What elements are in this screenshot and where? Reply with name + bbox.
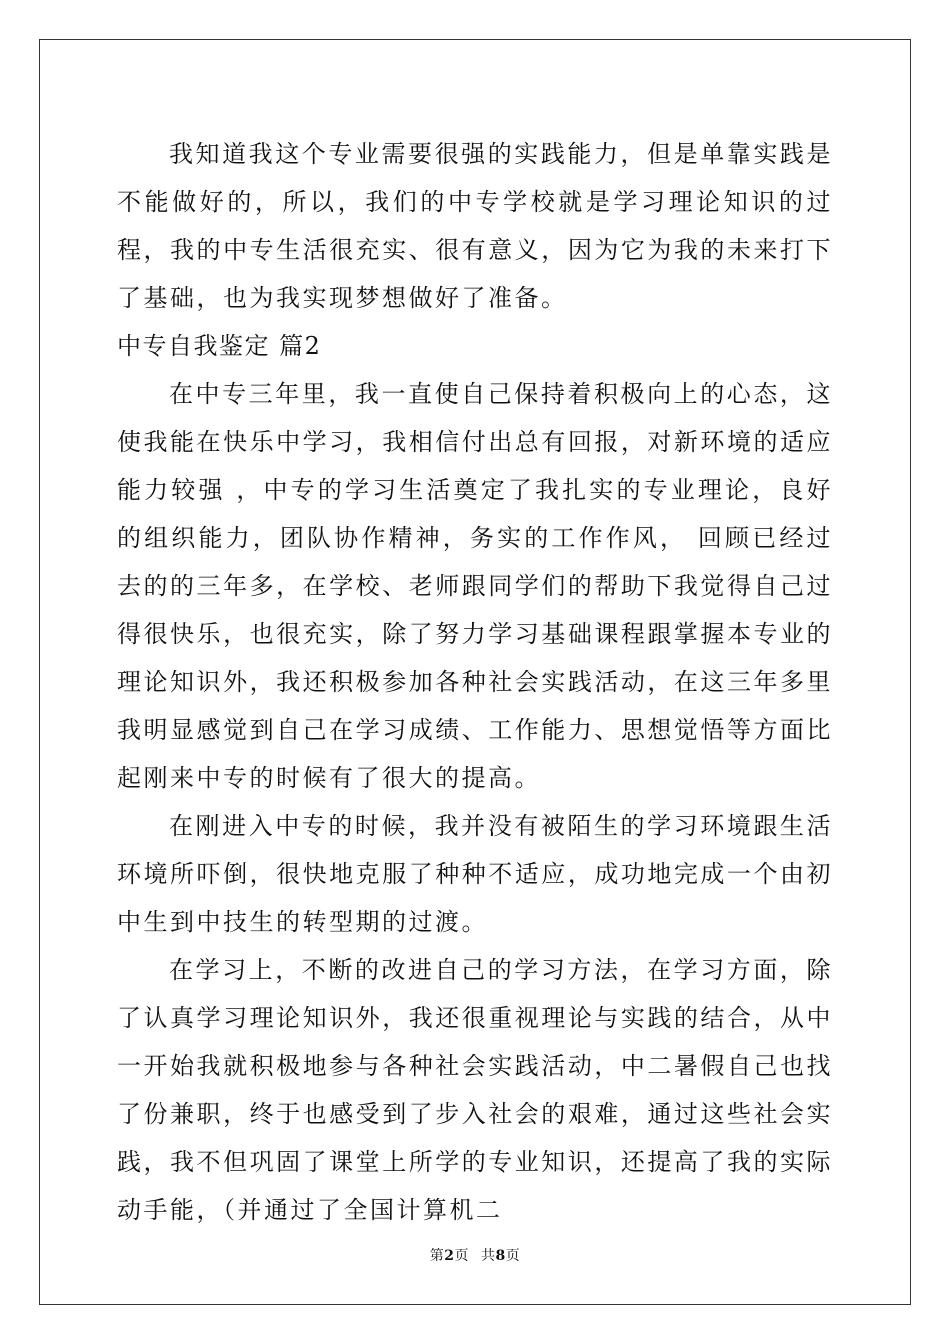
page-prefix: 第 [429, 1248, 445, 1264]
page-suffix: 页 [454, 1248, 469, 1264]
page-current: 2 [444, 1248, 455, 1264]
document-body [117, 130, 833, 1234]
paragraph-2: 在中专三年里，我一直使自己保持着积极向上的心态，这使我能在快乐中学习，我相信付出总有回报，对新环境的适应能力较强 ，中专的学习生活奠定了我扎实的专业理论，良好的组织能力，团队协作精神，务实的工作作风， 回顾已经过去的的三年多，在学校、老师跟同学们的帮助下我觉得自己过得很快乐，也很充实，除了努力学习基础课程跟掌握本专业的理论知识外，我还积极参加各种社会实践活动，在这三年多里我明显感觉到自己在学习成绩、工作能力、思想觉悟等方面比起刚来中专的时候有了很大的提高。 [117, 380, 833, 792]
paragraph-3: 在刚进入中专的时候，我并没有被陌生的学习环境跟生活环境所吓倒，很快地克服了种种不适应，成功地完成一个由初中生到中技生的转型期的过渡。 [117, 812, 833, 936]
total-prefix: 共 [481, 1248, 496, 1264]
section-heading: 中专自我鉴定 篇2 [117, 332, 322, 360]
paragraph-4: 在学习上，不断的改进自己的学习方法，在学习方面，除了认真学习理论知识外，我还很重视理论与实践的结合，从中一开始我就积极地参与各种社会实践活动，中二暑假自己也找了份兼职，终于也感受到了步入社会的艰难，通过这些社会实践，我不但巩固了课堂上所学的专业知识，还提高了我的实际动手能，（并通过了全国计算机二 [117, 956, 833, 1224]
paragraph-1: 我知道我这个专业需要很强的实践能力，但是单靠实践是不能做好的，所以，我们的中专学校就是学习理论知识的过程，我的中专生活很充实、很有意义，因为它为我的未来打下了基础，也为我实现梦想做好了准备。 [117, 140, 833, 312]
page-number-footer [0, 1246, 950, 1266]
total-suffix: 页 [505, 1248, 521, 1264]
page-total: 8 [495, 1248, 506, 1264]
